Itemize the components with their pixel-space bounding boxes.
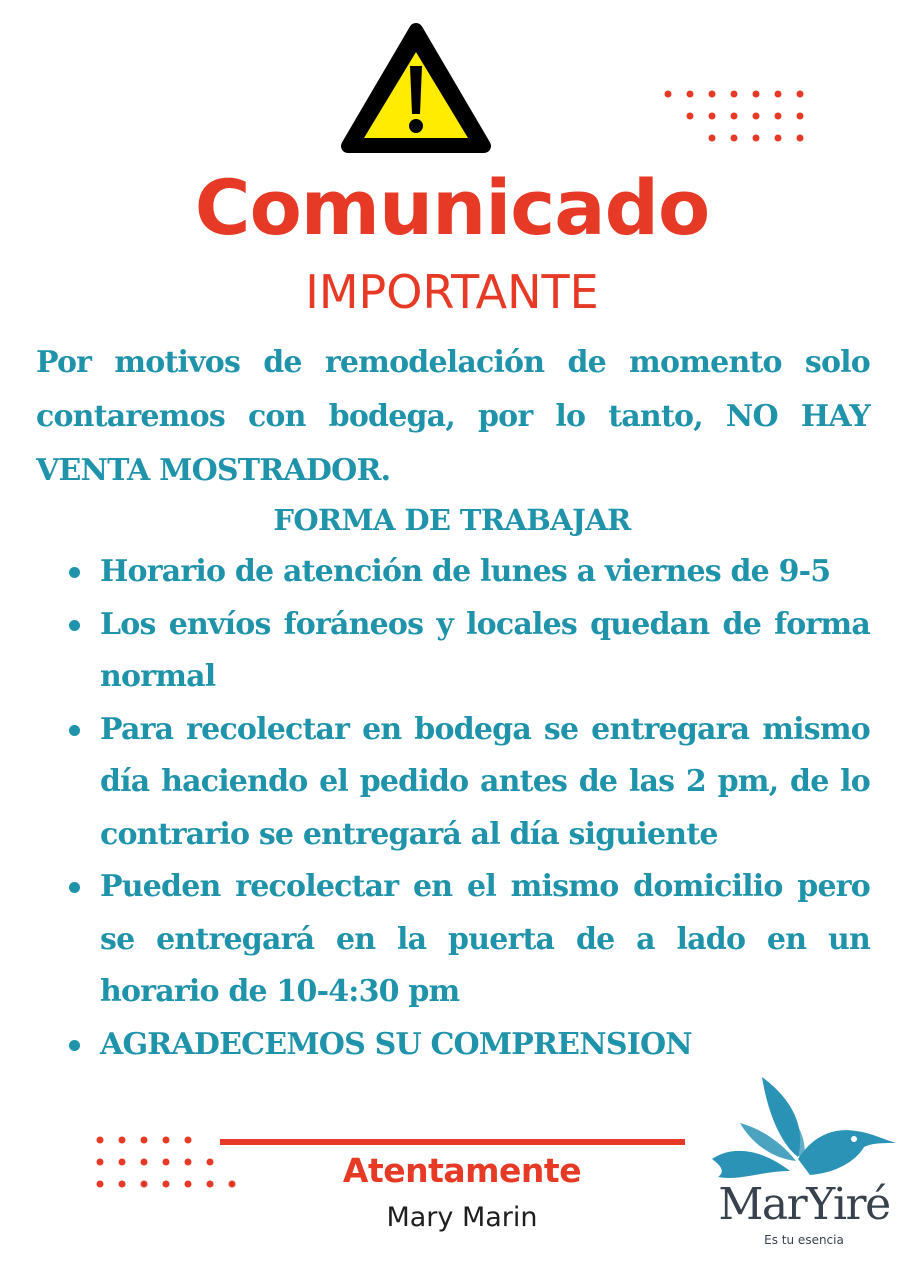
brand-name: MarYiré xyxy=(718,1179,890,1230)
decorative-dot xyxy=(229,1181,236,1188)
divider-line xyxy=(220,1139,685,1145)
list-item: Horario de atención de lunes a viernes de 9-5 xyxy=(100,546,870,599)
decorative-dot xyxy=(775,135,782,142)
bullet-list xyxy=(100,546,870,1071)
decorative-dot xyxy=(185,1181,192,1188)
decorative-dot xyxy=(141,1137,148,1144)
decorative-dot xyxy=(797,135,804,142)
list-item: Para recolectar en bodega se entregara mismo día haciendo el pedido antes de las 2 pm, de lo contrario se entregará al día siguiente xyxy=(100,704,870,862)
decorative-dot xyxy=(731,91,738,98)
decorative-dots-top xyxy=(660,86,820,148)
list-item: Pueden recolectar en el mismo domicilio pero se entregará en la puerta de a lado en un horario de 10-4:30 pm xyxy=(100,861,870,1019)
decorative-dot xyxy=(163,1181,170,1188)
page-title: Comunicado xyxy=(194,163,710,252)
decorative-dot xyxy=(163,1137,170,1144)
decorative-dot xyxy=(665,91,672,98)
decorative-dot xyxy=(97,1137,104,1144)
brand-tagline: Es tu esencia xyxy=(764,1233,844,1247)
decorative-dot xyxy=(207,1159,214,1166)
decorative-dot xyxy=(797,91,804,98)
decorative-dot xyxy=(775,113,782,120)
decorative-dot xyxy=(731,135,738,142)
decorative-dot xyxy=(753,91,760,98)
decorative-dot xyxy=(709,91,716,98)
decorative-dot xyxy=(185,1159,192,1166)
decorative-dot xyxy=(753,113,760,120)
intro-paragraph: Por motivos de remodelación de momento solo contaremos con bodega, por lo tanto, NO HAY VENTA MOSTRADOR. xyxy=(36,345,870,488)
decorative-dot xyxy=(709,113,716,120)
warning-icon xyxy=(340,22,492,154)
page-subtitle: IMPORTANTE xyxy=(305,265,599,319)
signer-name: Mary Marin xyxy=(386,1202,538,1233)
decorative-dot xyxy=(687,91,694,98)
section-heading: FORMA DE TRABAJAR xyxy=(273,503,631,537)
decorative-dot xyxy=(687,113,694,120)
decorative-dot xyxy=(97,1181,104,1188)
decorative-dot xyxy=(731,113,738,120)
decorative-dot xyxy=(753,135,760,142)
decorative-dot xyxy=(775,91,782,98)
decorative-dot xyxy=(797,113,804,120)
list-item: AGRADECEMOS SU COMPRENSION xyxy=(100,1019,870,1072)
list-item: Los envíos foráneos y locales quedan de forma normal xyxy=(100,599,870,704)
decorative-dot xyxy=(709,135,716,142)
decorative-dot xyxy=(119,1159,126,1166)
hummingbird-icon xyxy=(706,1075,900,1183)
decorative-dot xyxy=(119,1181,126,1188)
decorative-dot xyxy=(163,1159,170,1166)
decorative-dot xyxy=(119,1137,126,1144)
decorative-dot xyxy=(207,1181,214,1188)
decorative-dot xyxy=(141,1159,148,1166)
decorative-dot xyxy=(185,1137,192,1144)
decorative-dot xyxy=(141,1181,148,1188)
decorative-dot xyxy=(97,1159,104,1166)
signoff-label: Atentamente xyxy=(342,1151,582,1190)
